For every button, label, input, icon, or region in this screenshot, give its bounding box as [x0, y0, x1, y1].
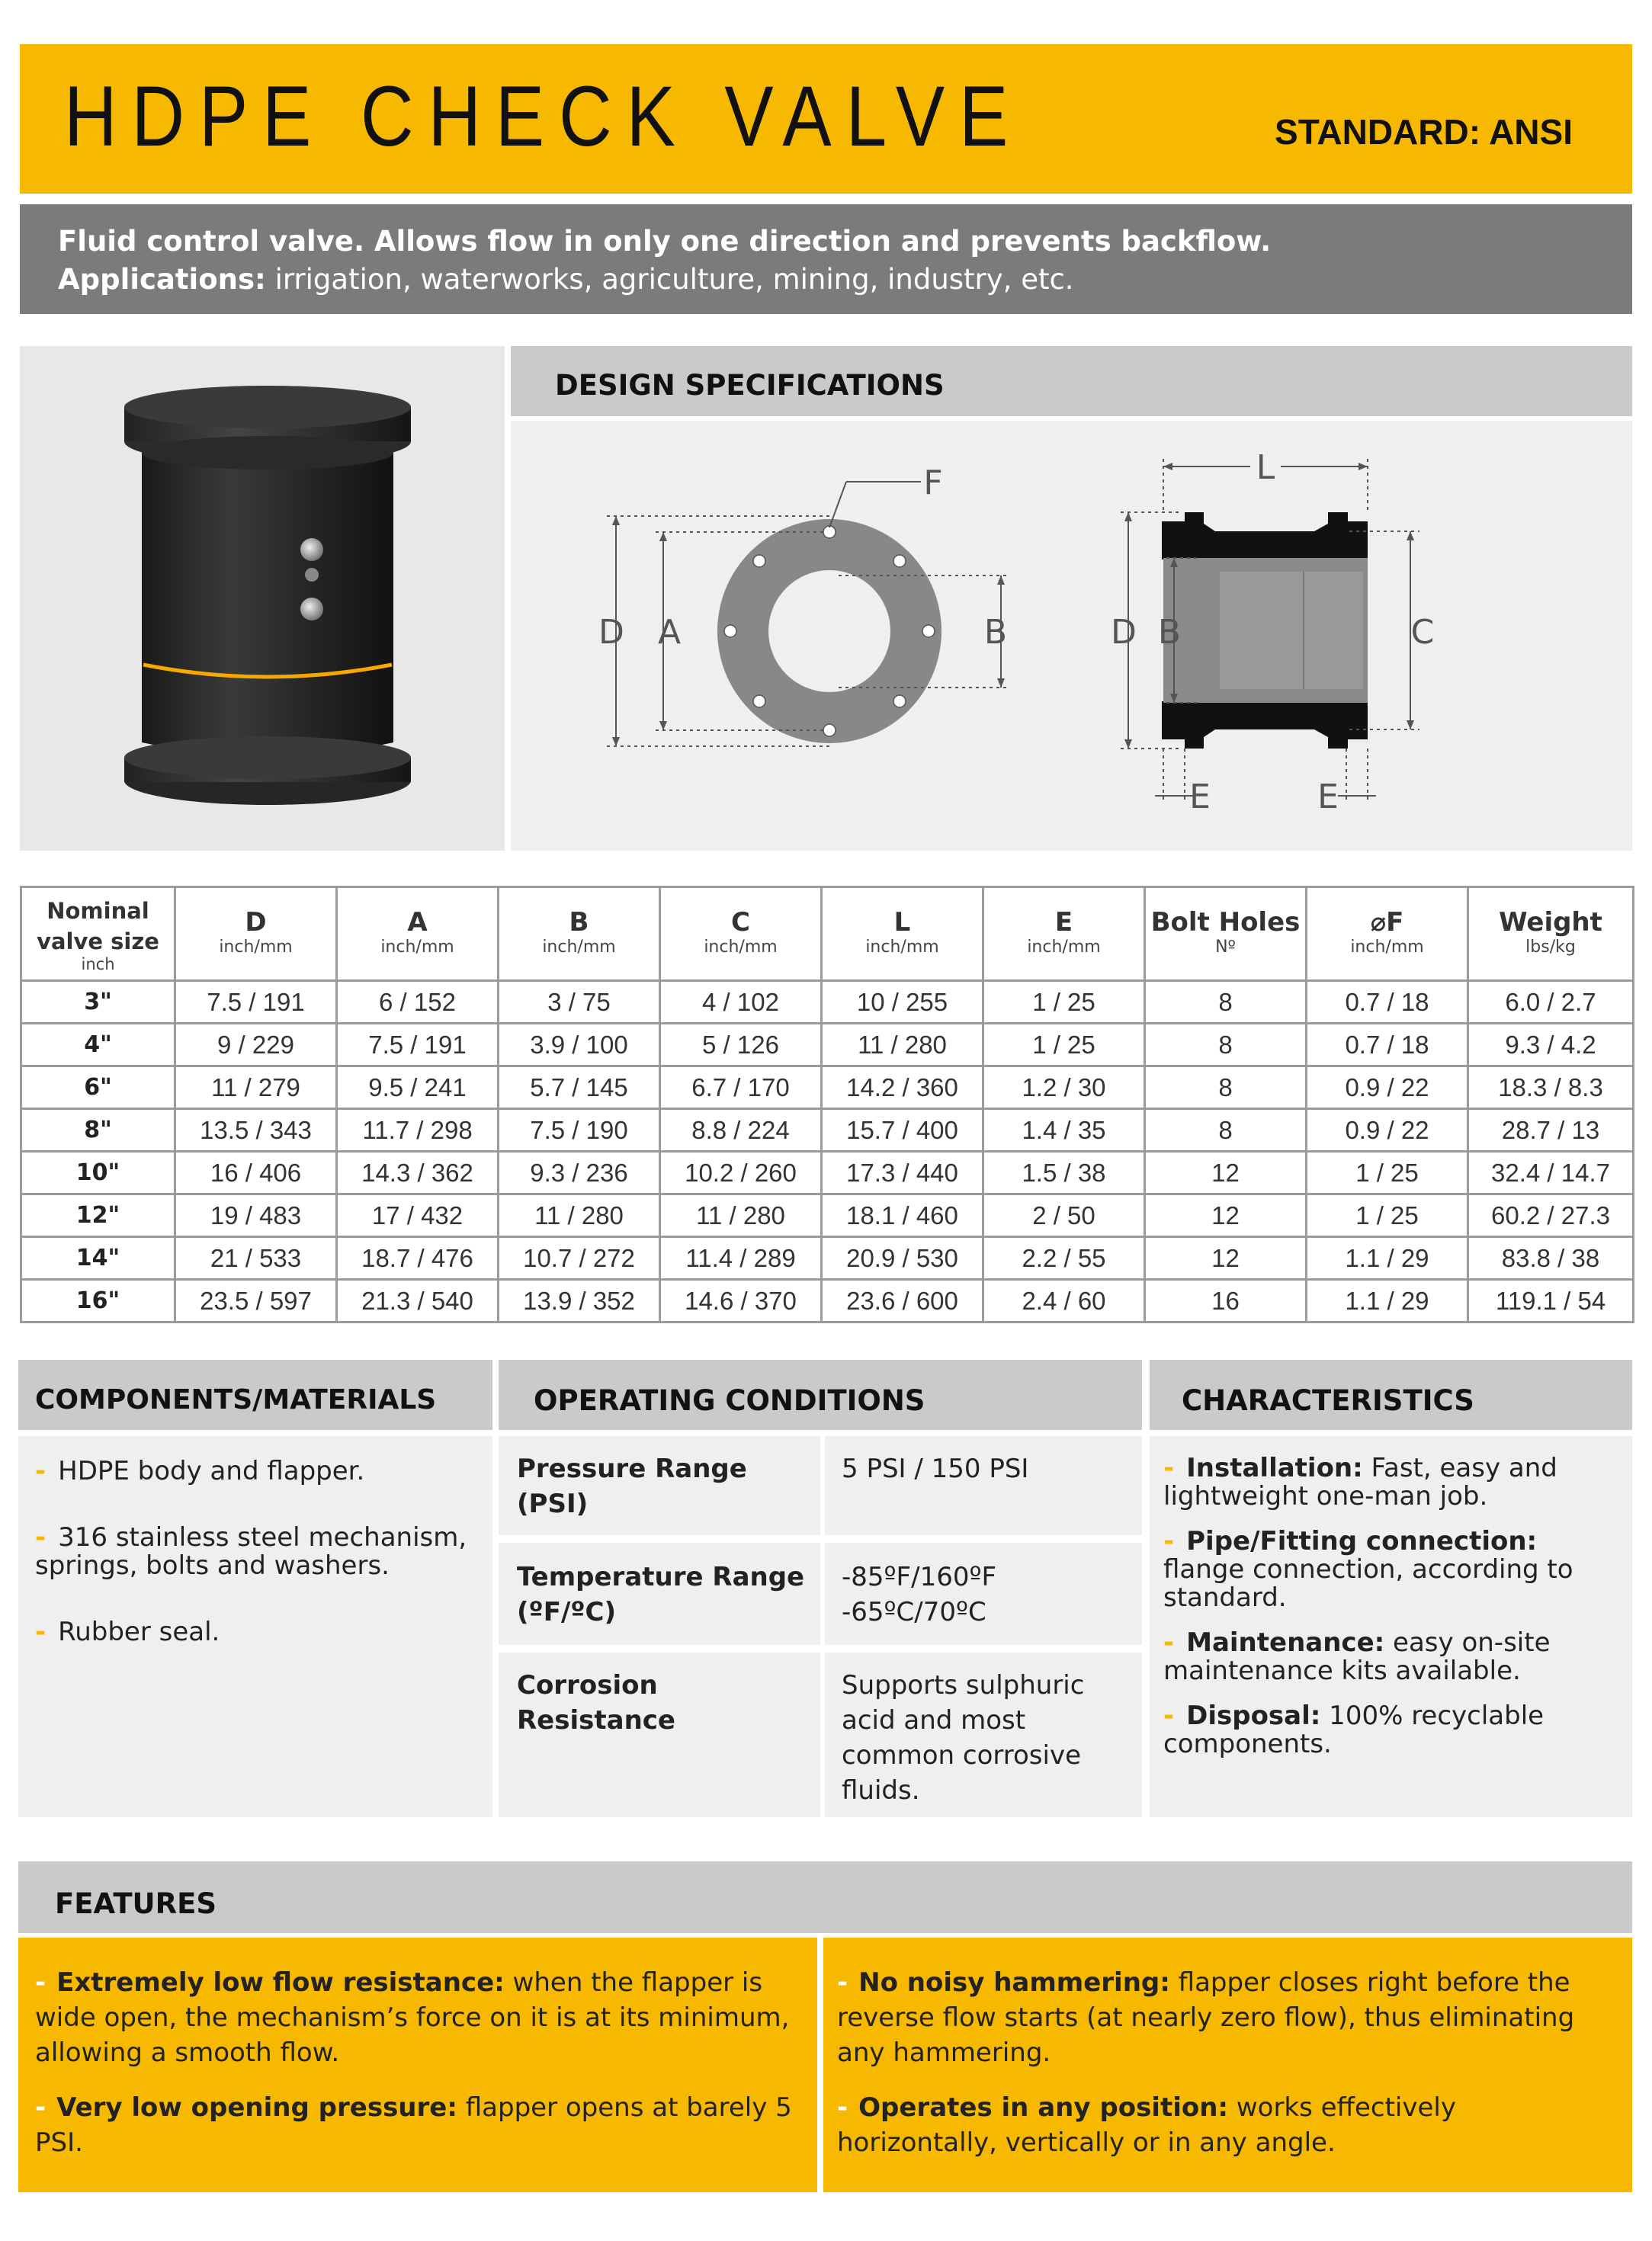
table-row — [21, 1152, 1634, 1194]
table-cell: 3 / 75 — [499, 981, 660, 1024]
components-header: COMPONENTS/MATERIALS — [18, 1360, 492, 1430]
table-row — [21, 1066, 1634, 1109]
table-cell: 6.0 / 2.7 — [1468, 981, 1634, 1024]
header-banner — [20, 44, 1632, 194]
column-header-8: ⌀F inch/mm — [1307, 887, 1468, 981]
table-cell: 12 — [1145, 1194, 1307, 1237]
table-cell-size: 6" — [21, 1066, 175, 1109]
table-cell: 15.7 / 400 — [822, 1109, 983, 1152]
description-bar — [20, 204, 1632, 314]
table-cell-size: 8" — [21, 1109, 175, 1152]
table-cell-size: 16" — [21, 1280, 175, 1322]
table-cell: 9 / 229 — [175, 1024, 337, 1066]
standard-label: STANDARD: ANSI — [1275, 112, 1573, 152]
table-cell: 4 / 102 — [660, 981, 822, 1024]
table-cell: 11 / 279 — [175, 1066, 337, 1109]
table-cell: 1.1 / 29 — [1307, 1237, 1468, 1280]
table-cell: 1.5 / 38 — [983, 1152, 1145, 1194]
column-header-2: A inch/mm — [337, 887, 499, 981]
table-cell: 6 / 152 — [337, 981, 499, 1024]
svg-text:B: B — [983, 613, 1008, 652]
column-header-7: Bolt Holes Nº — [1145, 887, 1307, 981]
table-cell: 2 / 50 — [983, 1194, 1145, 1237]
svg-text:C: C — [1410, 613, 1435, 652]
svg-text:E: E — [1189, 777, 1211, 816]
column-header-4: C inch/mm — [660, 887, 822, 981]
svg-text:A: A — [657, 613, 682, 652]
table-row — [21, 1024, 1634, 1066]
description-line: Fluid control valve. Allows flow in only one direction and prevents backflow. — [58, 225, 1272, 258]
table-cell: 14.6 / 370 — [660, 1280, 822, 1322]
column-header-6: E inch/mm — [983, 887, 1145, 981]
valve-section-view — [1111, 448, 1434, 816]
table-cell: 28.7 / 13 — [1468, 1109, 1634, 1152]
table-cell: 1.2 / 30 — [983, 1066, 1145, 1109]
list-item: - Pipe/Fitting connection: flange connection, according to standard. — [1163, 1526, 1573, 1613]
svg-text:D: D — [598, 613, 624, 652]
table-cell: 7.5 / 191 — [175, 981, 337, 1024]
list-item: - Operates in any position: works effectively horizontally, vertically or in any angle. — [837, 2092, 1456, 2158]
table-cell: 8 — [1145, 1024, 1307, 1066]
corrosion-resistance-label: Corrosion Resistance — [499, 1653, 820, 1817]
table-cell: 7.5 / 190 — [499, 1109, 660, 1152]
table-cell: 119.1 / 54 — [1468, 1280, 1634, 1322]
table-cell: 9.3 / 4.2 — [1468, 1024, 1634, 1066]
table-cell: 9.5 / 241 — [337, 1066, 499, 1109]
table-cell: 2.4 / 60 — [983, 1280, 1145, 1322]
table-cell-size: 14" — [21, 1237, 175, 1280]
table-cell: 14.3 / 362 — [337, 1152, 499, 1194]
table-cell: 1 / 25 — [983, 1024, 1145, 1066]
table-cell: 20.9 / 530 — [822, 1237, 983, 1280]
column-header-3: B inch/mm — [499, 887, 660, 981]
table-row — [21, 1280, 1634, 1322]
list-item: - No noisy hammering: flapper closes right before the reverse flow starts (at nearly zero flow), thus eliminating any hammering. — [837, 1967, 1575, 2068]
table-cell: 0.7 / 18 — [1307, 1024, 1468, 1066]
table-cell: 13.5 / 343 — [175, 1109, 337, 1152]
table-cell: 11 / 280 — [660, 1194, 822, 1237]
pressure-range-value: 5 PSI / 150 PSI — [825, 1436, 1142, 1535]
table-row — [21, 981, 1634, 1024]
list-item: - Rubber seal. — [35, 1617, 220, 1647]
table-row — [21, 1194, 1634, 1237]
corrosion-resistance-value: Supports sulphuric acid and most common corrosive fluids. — [825, 1653, 1142, 1817]
table-cell-size: 3" — [21, 981, 175, 1024]
column-header-5: L inch/mm — [822, 887, 983, 981]
table-cell: 17 / 432 — [337, 1194, 499, 1237]
table-cell: 1 / 25 — [1307, 1152, 1468, 1194]
list-item: - HDPE body and flapper. — [35, 1456, 365, 1486]
column-header-1: D inch/mm — [175, 887, 337, 981]
list-item: - 316 stainless steel mechanism, springs, bolts and washers. — [35, 1522, 467, 1581]
svg-text:E: E — [1317, 777, 1339, 816]
table-row — [21, 1109, 1634, 1152]
table-cell: 11.4 / 289 — [660, 1237, 822, 1280]
table-cell: 5.7 / 145 — [499, 1066, 660, 1109]
table-cell: 8 — [1145, 1066, 1307, 1109]
svg-text:B: B — [1157, 613, 1182, 652]
column-header-9: Weight lbs/kg — [1468, 887, 1634, 981]
design-specifications-header: DESIGN SPECIFICATIONS — [511, 346, 1632, 416]
table-cell: 21 / 533 — [175, 1237, 337, 1280]
features-header: FEATURES — [18, 1861, 1632, 1933]
table-cell: 12 — [1145, 1237, 1307, 1280]
table-cell: 13.9 / 352 — [499, 1280, 660, 1322]
table-cell: 2.2 / 55 — [983, 1237, 1145, 1280]
svg-text:F: F — [923, 463, 943, 502]
table-cell: 9.3 / 236 — [499, 1152, 660, 1194]
list-item: - Maintenance: easy on-site maintenance kits available. — [1163, 1627, 1551, 1686]
applications-text: irrigation, waterworks, agriculture, mining, industry, etc. — [265, 263, 1074, 296]
table-cell: 8.8 / 224 — [660, 1109, 822, 1152]
valve-photo — [20, 346, 505, 851]
table-cell-size: 4" — [21, 1024, 175, 1066]
table-cell: 23.6 / 600 — [822, 1280, 983, 1322]
table-cell: 16 — [1145, 1280, 1307, 1322]
temperature-range-value: -85ºF/160ºF -65ºC/70ºC — [825, 1543, 1142, 1645]
table-cell: 83.8 / 38 — [1468, 1237, 1634, 1280]
table-cell: 1.1 / 29 — [1307, 1280, 1468, 1322]
applications-label: Applications: — [58, 263, 266, 296]
table-cell: 5 / 126 — [660, 1024, 822, 1066]
table-cell: 1 / 25 — [983, 981, 1145, 1024]
characteristics-list — [1150, 1436, 1632, 1817]
table-cell-size: 10" — [21, 1152, 175, 1194]
table-cell: 3.9 / 100 — [499, 1024, 660, 1066]
table-cell: 11 / 280 — [822, 1024, 983, 1066]
table-cell: 8 — [1145, 1109, 1307, 1152]
table-cell: 8 — [1145, 981, 1307, 1024]
components-list — [18, 1436, 492, 1817]
temperature-range-label: Temperature Range (ºF/ºC) — [499, 1543, 820, 1645]
table-header-row — [21, 887, 1634, 981]
list-item: - Installation: Fast, easy and lightweight one-man job. — [1163, 1453, 1557, 1512]
table-cell: 18.7 / 476 — [337, 1237, 499, 1280]
page-title: HDPE CHECK VALVE — [64, 69, 1023, 164]
table-cell: 1 / 25 — [1307, 1194, 1468, 1237]
table-row — [21, 1237, 1634, 1280]
table-cell: 18.1 / 460 — [822, 1194, 983, 1237]
design-drawing-panel — [511, 421, 1632, 851]
specifications-table — [20, 886, 1634, 1323]
list-item: - Very low opening pressure: flapper opens at barely 5 PSI. — [35, 2092, 792, 2158]
table-cell: 11 / 280 — [499, 1194, 660, 1237]
table-cell: 0.7 / 18 — [1307, 981, 1468, 1024]
features-left-panel — [18, 1938, 817, 2192]
table-cell: 32.4 / 14.7 — [1468, 1152, 1634, 1194]
flange-front-view — [598, 463, 1010, 746]
table-cell: 23.5 / 597 — [175, 1280, 337, 1322]
list-item: - Extremely low flow resistance: when the flapper is wide open, the mechanism’s force on it is at its minimum, allowing a smooth flow. — [35, 1967, 790, 2068]
table-cell: 7.5 / 191 — [337, 1024, 499, 1066]
features-right-panel — [823, 1938, 1632, 2192]
characteristics-header: CHARACTERISTICS — [1150, 1360, 1632, 1430]
table-cell: 10.7 / 272 — [499, 1237, 660, 1280]
table-cell: 60.2 / 27.3 — [1468, 1194, 1634, 1237]
table-cell: 0.9 / 22 — [1307, 1066, 1468, 1109]
table-cell: 12 — [1145, 1152, 1307, 1194]
table-cell: 21.3 / 540 — [337, 1280, 499, 1322]
operating-conditions-header: OPERATING CONDITIONS — [499, 1360, 1142, 1430]
table-cell: 11.7 / 298 — [337, 1109, 499, 1152]
column-header-nominal-size: Nominal valve size inch — [21, 887, 175, 981]
table-cell: 1.4 / 35 — [983, 1109, 1145, 1152]
table-cell: 0.9 / 22 — [1307, 1109, 1468, 1152]
table-cell: 10 / 255 — [822, 981, 983, 1024]
table-cell: 19 / 483 — [175, 1194, 337, 1237]
svg-text:L: L — [1256, 448, 1275, 487]
table-cell: 18.3 / 8.3 — [1468, 1066, 1634, 1109]
applications-line — [58, 261, 1632, 299]
table-cell: 10.2 / 260 — [660, 1152, 822, 1194]
table-cell: 6.7 / 170 — [660, 1066, 822, 1109]
pressure-range-label: Pressure Range (PSI) — [499, 1436, 820, 1535]
list-item: - Disposal: 100% recyclable components. — [1163, 1701, 1545, 1759]
table-cell: 17.3 / 440 — [822, 1152, 983, 1194]
table-cell-size: 12" — [21, 1194, 175, 1237]
table-cell: 16 / 406 — [175, 1152, 337, 1194]
table-cell: 14.2 / 360 — [822, 1066, 983, 1109]
svg-text:D: D — [1111, 613, 1137, 652]
